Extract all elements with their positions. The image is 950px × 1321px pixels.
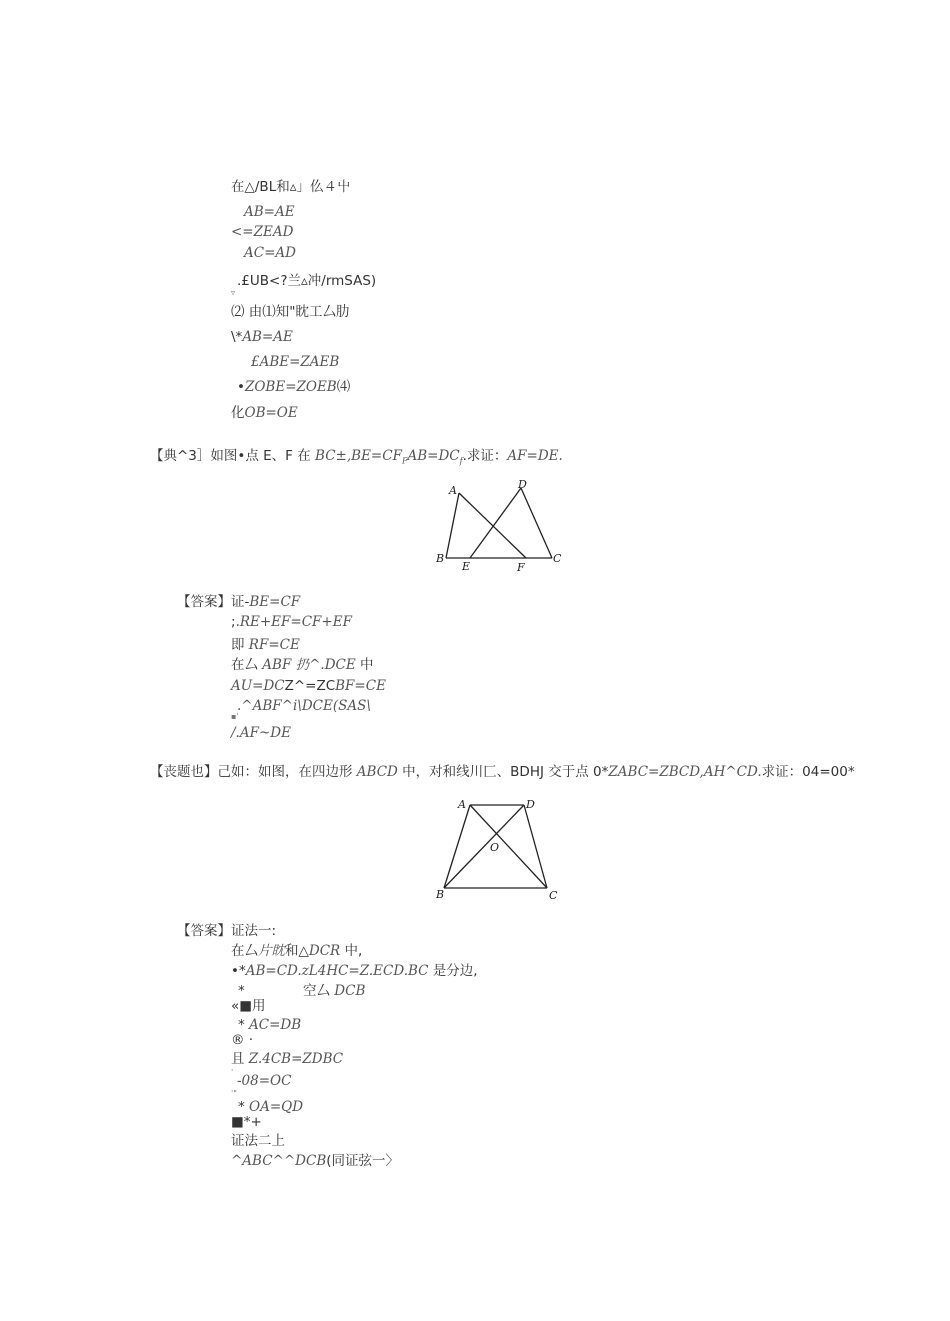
math-segment: AC=DB [249, 1017, 302, 1033]
math-segment: ZOBE=ZOEB [244, 379, 337, 395]
math-segment: AB=CD.zL4HC=Z.ECD.BC [245, 963, 429, 979]
math-segment: RF=CE [248, 637, 300, 653]
math-segment: -08=OC [237, 1073, 292, 1089]
text-segment: * [238, 983, 245, 999]
text-segment: ⑵ 由⑴知"眈工厶肋 [231, 304, 350, 320]
text-segment: * [238, 1017, 250, 1033]
answer-line [231, 1152, 399, 1170]
proof-line [237, 272, 376, 290]
figure-label: D [518, 478, 527, 491]
figure-label: D [526, 798, 535, 811]
figure-label: A [449, 484, 457, 497]
text-segment: .求证： [462, 448, 508, 464]
proof-line [231, 328, 293, 346]
text-segment: \* [231, 329, 243, 345]
answer-line [237, 1072, 291, 1090]
math-segment: BE=CF [249, 594, 301, 610]
math-segment: <=ZEAD [231, 224, 294, 240]
text-segment: • [237, 379, 245, 395]
math-segment: ABCD [356, 764, 398, 780]
scan-mark: ˈ [231, 1068, 234, 1077]
math-segment: AF=DE. [507, 448, 563, 464]
answer-line [237, 697, 371, 715]
scan-mark: ▿ [231, 288, 236, 297]
answer-line [231, 942, 362, 960]
math-segment: AU=DC [231, 678, 285, 694]
math-segment: ZABC=ZBCD,AH^CD. [608, 764, 762, 780]
figure-triangles-abf-dce [432, 478, 562, 573]
text-segment: «■用 [231, 998, 266, 1014]
proof-line [231, 303, 350, 321]
figure-label: C [553, 552, 562, 565]
math-segment: AB=AE [242, 329, 293, 345]
text-segment: Z^=ZC [284, 678, 336, 694]
math-segment: OB=OE [244, 405, 298, 421]
proof-line [237, 378, 350, 396]
math-segment: 片眈 [258, 943, 285, 959]
text-segment: 在厶 [231, 943, 258, 959]
proof-line [231, 404, 298, 422]
answer-line [303, 982, 365, 1000]
text-segment: 中 [355, 657, 374, 673]
answer-line [231, 656, 374, 674]
math-segment: AC=AD [244, 245, 296, 261]
figure-label: O [490, 841, 500, 854]
text-segment: 在△/BL和▵」仫４屮 [231, 179, 351, 195]
answer-line [231, 1031, 253, 1049]
text-segment: •* [231, 963, 246, 979]
question-example-3 [150, 447, 563, 471]
answer-line [231, 636, 300, 654]
math-segment: .RE+EF=CF+EF [235, 614, 352, 630]
figure-label: B [436, 552, 445, 565]
answer-line [177, 922, 276, 940]
math-segment: ^ABC^^DCB [231, 1153, 327, 1169]
text-segment: 【答案】证- [177, 594, 250, 610]
math-segment: OA=QD [249, 1099, 304, 1115]
text-segment: 空厶 [303, 983, 335, 999]
answer-line [231, 677, 386, 695]
answer-line [231, 1113, 262, 1131]
text-segment: 是分边, [428, 963, 478, 979]
text-segment: 即 [231, 637, 249, 653]
scan-mark: ▪ˈ [231, 712, 239, 721]
proof-line [244, 203, 295, 221]
proof-line [231, 223, 293, 241]
text-segment: (同证弦一〉 [326, 1153, 400, 1169]
text-segment: 【典^3］如图•点 E、F 在 [150, 448, 316, 464]
figure-quadrilateral-abcd [432, 795, 562, 905]
figure-label: C [549, 889, 558, 902]
answer-line [231, 724, 291, 742]
text-segment: 化 [231, 405, 245, 421]
math-segment: £ABE=ZAEB [251, 354, 340, 370]
math-segment: BF=CE [335, 678, 386, 694]
text-segment: 中, [340, 943, 363, 959]
answer-line [231, 962, 478, 980]
math-segment: Z.4CB=ZDBC [248, 1051, 344, 1067]
text-segment: * [238, 1099, 250, 1115]
text-segment: 求证：04=00* [761, 764, 855, 780]
math-segment: F [401, 456, 408, 466]
proof-line [231, 178, 351, 196]
text-segment: 和△ [285, 943, 309, 959]
text-segment: ⑷ [336, 379, 351, 395]
text-segment: 中，对和线川匚、BDHJ 交于点 0* [397, 764, 609, 780]
text-segment: 【丧题也】己如：如图，在四边形 [150, 764, 357, 780]
text-segment: ■*+ [231, 1114, 262, 1130]
figure-label: B [436, 888, 445, 901]
question-practice [150, 763, 855, 781]
text-segment: ; [231, 614, 236, 630]
answer-line [231, 997, 266, 1015]
math-segment: DCB [334, 983, 366, 999]
math-segment: ABF 扔^.DCE [262, 657, 356, 673]
text-segment: 证法二上 [231, 1133, 285, 1149]
proof-line [251, 353, 339, 371]
math-segment: AB=DC [407, 448, 460, 464]
answer-line [231, 1132, 285, 1150]
math-segment: BC±,BE=CF [315, 448, 402, 464]
answer-line [177, 593, 300, 611]
scan-mark: ˈ" [231, 1089, 237, 1098]
text-segment: 在厶 [231, 657, 263, 673]
text-segment: 【答案】证法一: [177, 923, 277, 939]
math-segment: DCR [308, 943, 341, 959]
text-segment: 且 [231, 1051, 249, 1067]
math-segment: f [459, 456, 463, 466]
math-segment: AB=AE [244, 204, 295, 220]
answer-line [231, 613, 352, 631]
answer-line [231, 1050, 343, 1068]
figure-label: E [462, 560, 471, 573]
figure-label: F [517, 561, 525, 573]
figure-label: A [458, 798, 466, 811]
text-segment: .£UB<?兰▵冲/rmSAS) [237, 273, 377, 289]
math-segment: /.AF~DE [231, 725, 291, 741]
math-segment: .^ABF^i\DCE(SAS\ [237, 698, 371, 714]
proof-line [244, 244, 296, 262]
text-segment: ® · [231, 1032, 254, 1048]
